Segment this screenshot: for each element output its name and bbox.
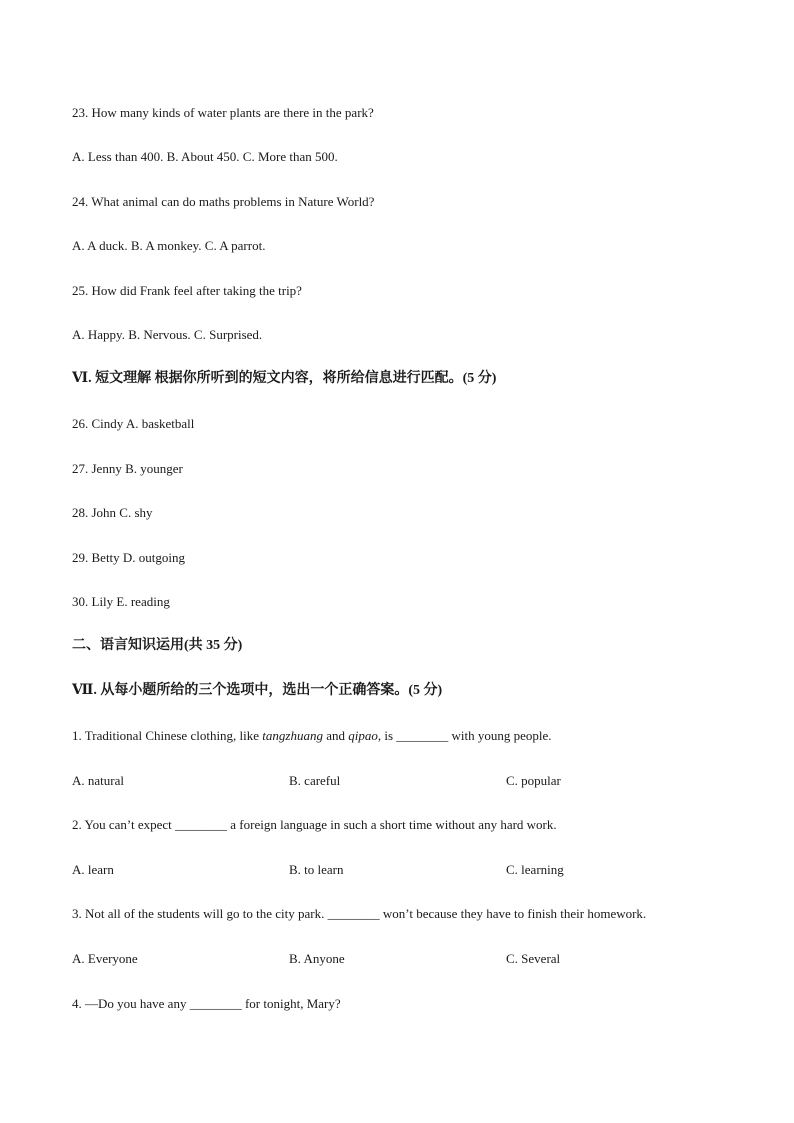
question-24: 24. What animal can do maths problems in Nature World? <box>72 194 375 209</box>
question-1-text-mid: and <box>322 728 349 743</box>
match-item-27: 27. Jenny B. younger <box>72 461 183 476</box>
question-2-option-b: B. to learn <box>289 862 344 877</box>
question-1-option-b: B. careful <box>289 773 341 788</box>
question-2: 2. You can’t expect ________ a foreign language in such a short time without any hard work. <box>72 817 557 832</box>
question-1 <box>72 728 552 744</box>
match-item-30: 30. Lily E. reading <box>72 594 170 609</box>
match-item-29: 29. Betty D. outgoing <box>72 550 186 565</box>
question-1-term-qipao: qipao <box>348 728 378 743</box>
question-1-term-tangzhuang: tangzhuang <box>262 728 323 743</box>
question-23-options: A. Less than 400. B. About 450. C. More than 500. <box>72 149 338 164</box>
part-2-heading: 二、语言知识运用(共 35 分) <box>72 638 243 653</box>
question-25-options: A. Happy. B. Nervous. C. Surprised. <box>72 327 263 342</box>
question-3-option-a: A. Everyone <box>72 951 138 966</box>
section-7-heading: Ⅶ. 从每小题所给的三个选项中，选出一个正确答案。(5 分) <box>72 683 443 698</box>
question-3-option-b: B. Anyone <box>289 951 345 966</box>
question-3: 3. Not all of the students will go to the city park. ________ won’t because they have to finish their homework. <box>72 906 647 921</box>
question-2-option-c: C. learning <box>506 862 564 877</box>
question-2-option-a: A. learn <box>72 862 114 877</box>
question-1-text-post: , is ________ with young people. <box>377 728 552 743</box>
question-1-option-a: A. natural <box>72 773 124 788</box>
question-24-options: A. A duck. B. A monkey. C. A parrot. <box>72 238 266 253</box>
question-3-option-c: C. Several <box>506 951 561 966</box>
question-23: 23. How many kinds of water plants are there in the park? <box>72 105 374 120</box>
question-1-option-c: C. popular <box>506 773 561 788</box>
section-6-heading: Ⅵ. 短文理解 根据你所听到的短文内容，将所给信息进行匹配。(5 分) <box>72 371 497 386</box>
question-1-text-pre: 1. Traditional Chinese clothing, like <box>72 728 263 743</box>
match-item-26: 26. Cindy A. basketball <box>72 416 195 431</box>
match-item-28: 28. John C. shy <box>72 505 153 520</box>
question-25: 25. How did Frank feel after taking the trip? <box>72 283 302 298</box>
question-4: 4. —Do you have any ________ for tonight, Mary? <box>72 996 341 1011</box>
